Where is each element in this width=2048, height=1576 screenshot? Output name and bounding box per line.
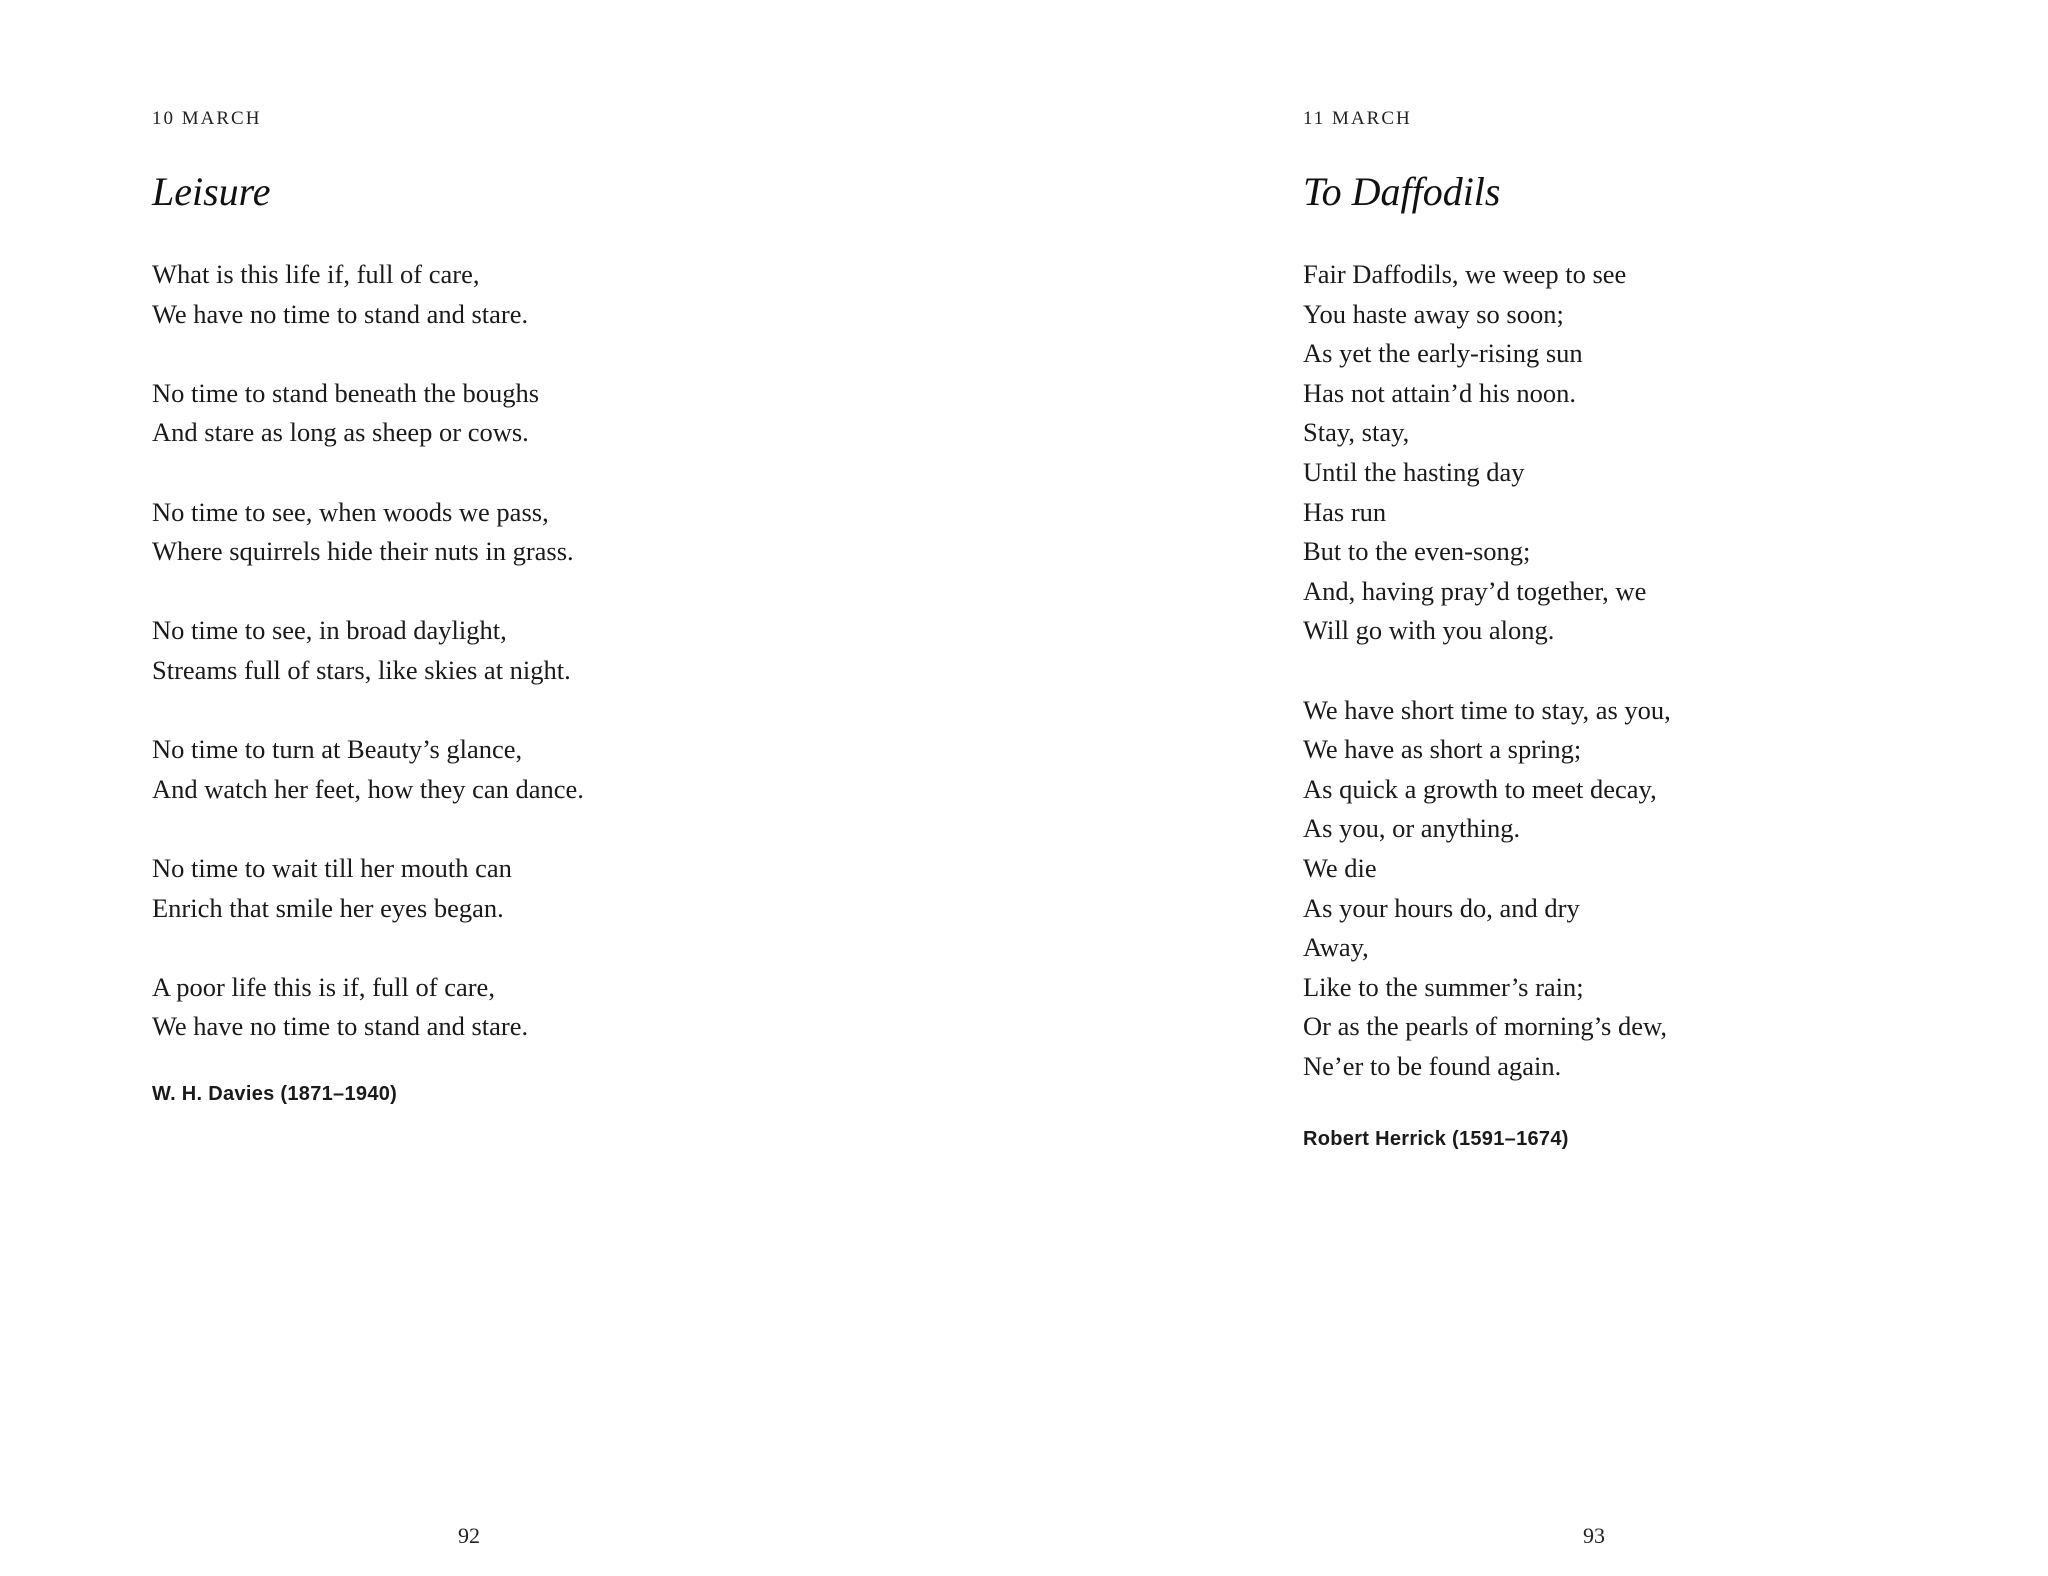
poem-author: W. H. Davies (1871–1940) (152, 1083, 398, 1105)
poem-line: No time to see, when woods we pass, (152, 496, 549, 527)
poem-line: Or as the pearls of morning’s dew, (1303, 1011, 1668, 1042)
poem-line: Enrich that smile her eyes began. (152, 892, 504, 923)
poem-line: Streams full of stars, like skies at night. (152, 654, 571, 685)
poem-line: Has run (1303, 496, 1387, 527)
stanza (152, 255, 584, 334)
poem-line: Ne’er to be found again. (1303, 1050, 1562, 1081)
poem-line: As yet the early-rising sun (1303, 338, 1583, 369)
poem-title: To Daffodils (1303, 169, 1501, 214)
poem-body (152, 255, 584, 1047)
poem-line: As you, or anything. (1303, 813, 1521, 844)
poem-line: And, having pray’d together, we (1303, 575, 1647, 606)
poem-line: We have as short a spring; (1303, 734, 1582, 765)
stanza (152, 968, 584, 1047)
poem-line: As your hours do, and dry (1303, 892, 1580, 923)
poem-line: No time to wait till her mouth can (152, 852, 512, 883)
poem-line: We have short time to stay, as you, (1303, 694, 1671, 725)
page-number: 93 (1583, 1523, 1605, 1548)
stanza (152, 849, 584, 928)
poem-body (1303, 255, 1671, 1086)
poem-line: No time to turn at Beauty’s glance, (152, 734, 523, 765)
poem-line: Where squirrels hide their nuts in grass. (152, 536, 574, 567)
poem-line: Stay, stay, (1303, 417, 1410, 448)
page-number: 92 (458, 1523, 480, 1548)
poem-line: We have no time to stand and stare. (152, 1011, 529, 1042)
stanza (1303, 255, 1671, 651)
poem-author: Robert Herrick (1591–1674) (1303, 1128, 1569, 1150)
stanza (152, 730, 584, 809)
poem-line: As quick a growth to meet decay, (1303, 773, 1657, 804)
poem-line: Until the hasting day (1303, 456, 1525, 487)
poem-line: No time to see, in broad daylight, (152, 615, 507, 646)
poem-line: Has not attain’d his noon. (1303, 377, 1577, 408)
stanza (1303, 691, 1671, 1087)
right-page (1024, 0, 2048, 1576)
stanza (152, 611, 584, 690)
poem-line: We have no time to stand and stare. (152, 298, 529, 329)
stanza (152, 493, 584, 572)
page-date: 11 MARCH (1303, 108, 1412, 129)
poem-line: And stare as long as sheep or cows. (152, 417, 529, 448)
poem-line: No time to stand beneath the boughs (152, 377, 540, 408)
stanza (152, 374, 584, 453)
poem-line: Will go with you along. (1303, 615, 1555, 646)
page-date: 10 MARCH (152, 108, 262, 129)
poem-line: But to the even-song; (1303, 536, 1531, 567)
poem-line: You haste away so soon; (1303, 298, 1564, 329)
poem-line: We die (1303, 852, 1377, 883)
poem-line: What is this life if, full of care, (152, 259, 480, 289)
poem-line: A poor life this is if, full of care, (152, 971, 495, 1002)
poem-line: Fair Daffodils, we weep to see (1303, 259, 1627, 289)
poem-title: Leisure (152, 169, 271, 214)
poem-line: Away, (1303, 932, 1369, 963)
poem-line: And watch her feet, how they can dance. (152, 773, 584, 804)
poem-line: Like to the summer’s rain; (1303, 971, 1584, 1002)
